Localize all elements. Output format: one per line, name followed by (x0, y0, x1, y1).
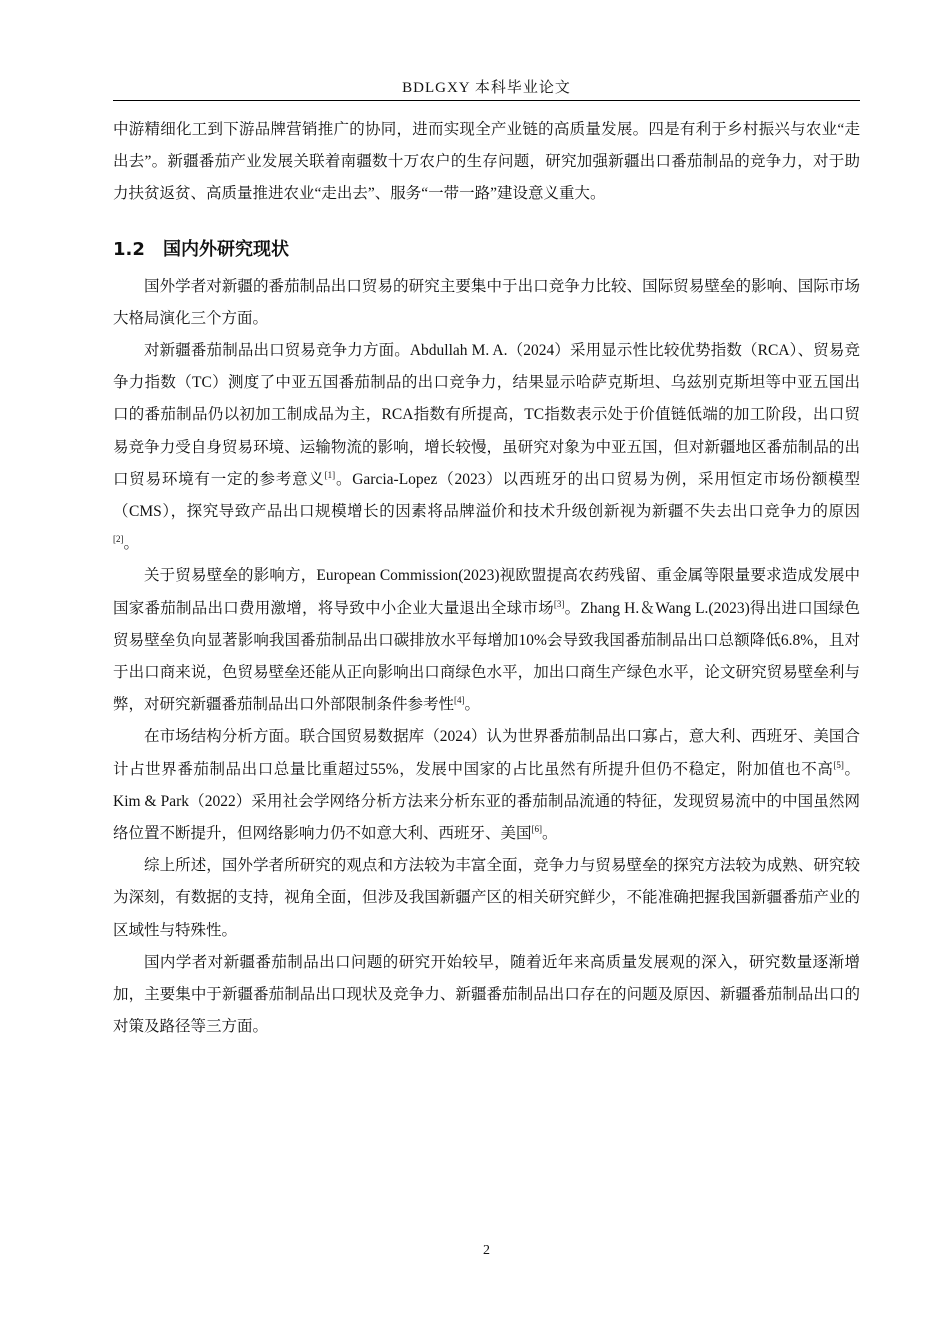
paragraph-trade-barriers (113, 560, 860, 721)
paragraph-text: 。 (123, 535, 140, 553)
paragraph-text: 对新疆番茄制品出口贸易竞争力方面。Abdullah M. A.（2024）采用显示性比较优势指数（RCA）、贸易竞争力指数（TC）测度了中亚五国番茄制品的出口竞争力，结果显示哈萨克斯坦、乌兹别克斯坦等中亚五国出口的番茄制品仍以初加工制成品为主，RCA指数有所提高，TC指数表示处于价值链低端的加工阶段，出口贸易竞争力受自身贸易环境、运输物流的影响，增长较慢，虽研究对象为中亚五国，但对新疆地区番茄制品的出口贸易环境有一定的参考意义 (113, 342, 860, 488)
paragraph-summary: 综上所述，国外学者所研究的观点和方法较为丰富全面，竞争力与贸易壁垒的探究方法较为成熟、研究较为深刻，有数据的支持，视角全面，但涉及我国新疆产区的相关研究鲜少，不能准确把握我国新疆番茄产业的区域性与特殊性。 (113, 857, 860, 939)
paragraph-text: 。 (464, 696, 481, 714)
page-number: 2 (483, 1243, 490, 1258)
paragraph-text: 在市场结构分析方面。联合国贸易数据库（2024）认为世界番茄制品出口寡占，意大利、西班牙、美国合计占世界番茄制品出口总量比重超过55%，发展中国家的占比虽然有所提升但仍不稳定，附加值也不高 (113, 728, 860, 778)
paragraph-text: 。Kim & Park（2022）采用社会学网络分析方法来分析东亚的番茄制品流通的特征，发现贸易流中的中国虽然网络位置不断提升，但网络影响力仍不如意大利、西班牙、美国 (113, 760, 860, 843)
section-title: 国内外研究现状 (163, 238, 289, 260)
paragraph-text: 。Zhang H.＆Wang L.(2023)得出进口国绿色贸易壁垒负向显著影响我国番茄制品出口碳排放水平每增加10%会导致我国番茄制品出口总额降低6.8%，且对于出口商来说，色贸易壁垒还能从正向影响出口商绿色水平，加出口商生产绿色水平，论文研究贸易壁垒利与弊，对研究新疆番茄制品出口外部限制条件参考性 (113, 599, 860, 714)
paragraph-text: 关于贸易壁垒的影响方，European Commission(2023)视欧盟提高农药残留、重金属等限量要求造成发展中国家番茄制品出口费用激增，将导致中小企业大量退出全球市场 (113, 567, 860, 617)
paragraph-text: 。Garcia-Lopez（2023）以西班牙的出口贸易为例，采用恒定市场份额模型（CMS），探究导致产品出口规模增长的因素将品牌溢价和技术升级创新视为新疆不失去出口竞争力的原因 (113, 470, 860, 521)
section-number: 1.2 (113, 238, 145, 260)
section-heading (113, 235, 860, 265)
paragraph-foreign-overview: 国外学者对新疆的番茄制品出口贸易的研究主要集中于出口竞争力比较、国际贸易壁垒的影响、国际市场大格局演化三个方面。 (113, 277, 860, 327)
paragraph-text: 。 (542, 825, 558, 843)
paragraph-continuation: 中游精细化工到下游品牌营销推广的协同，进而实现全产业链的高质量发展。四是有利于乡村振兴与农业“走出去”。新疆番茄产业发展关联着南疆数十万农户的生存问题，研究加强新疆出口番茄制品的竞争力，对于助力扶贫返贫、高质量推进农业“走出去”、服务“一带一路”建设意义重大。 (113, 121, 860, 203)
document-body (113, 114, 860, 1043)
paragraph-market-structure (113, 721, 860, 850)
citation-ref[interactable]: [2] (113, 534, 124, 545)
citation-ref[interactable]: [5] (833, 759, 844, 770)
citation-ref[interactable]: [3] (553, 598, 565, 609)
paragraph-domestic-overview: 国内学者对新疆番茄制品出口问题的研究开始较早，随着近年来高质量发展观的深入，研究数量逐渐增加，主要集中于新疆番茄制品出口现状及竞争力、新疆番茄制品出口存在的问题及原因、新疆番茄制品出口的对策及路径等三方面。 (113, 953, 860, 1036)
running-header: BDLGXY 本科毕业论文 (402, 80, 571, 96)
citation-ref[interactable]: [4] (454, 695, 465, 706)
citation-ref[interactable]: [1] (324, 469, 336, 480)
citation-ref[interactable]: [6] (531, 823, 543, 834)
paragraph-competitiveness (113, 335, 860, 560)
header-rule (113, 100, 860, 101)
